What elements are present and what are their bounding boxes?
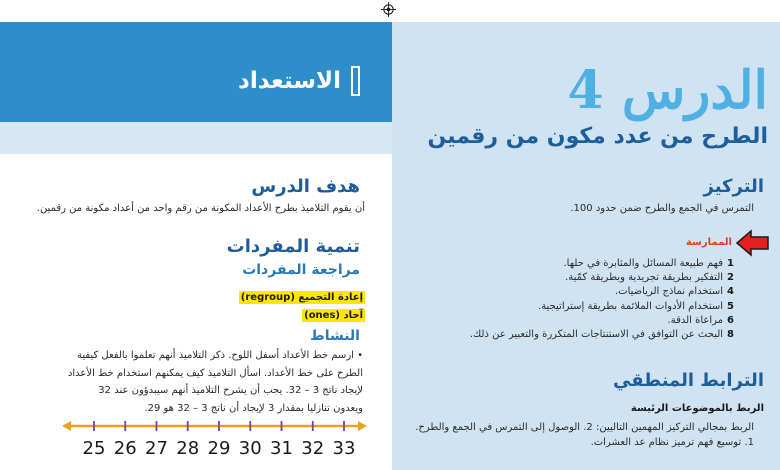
list-item bbox=[404, 257, 734, 271]
activity-text: • ارسم خط الأعداد أسفل اللوح. ذكر التلاميذ أنهم تعلموا بالفعل كيفية الطرح على خط الأعداد. اسأل التلاميذ كيف يمكنهم استخدام خط الأعداد لإيجاد ناتج 3 – 32. يجب أن يشرح التلاميذ أنهم سيبدؤون عند 32 ويعدون تنازليا بمقدار 3 لإيجاد أن ناتج 3 – 32 هو 29. bbox=[67, 350, 363, 414]
number-line-label: 33 bbox=[332, 438, 356, 459]
list-item-text: مراعاة الدقة. bbox=[667, 314, 724, 326]
lesson-title: الدرس 4 bbox=[567, 60, 768, 121]
list-item-number: 4 bbox=[727, 286, 734, 298]
list-item-number: 2 bbox=[727, 272, 734, 284]
list-item-number: 5 bbox=[727, 300, 734, 312]
number-line-label: 31 bbox=[270, 438, 293, 459]
number-line-left-arrow-icon bbox=[62, 421, 71, 431]
preparation-heading bbox=[60, 64, 360, 98]
list-item-text: التفكير بطريقة تجريدية وبطريقة كمّية. bbox=[565, 272, 724, 284]
activity-heading: النشاط bbox=[310, 328, 360, 344]
list-item-number: 8 bbox=[727, 329, 734, 341]
preparation-title: الاستعداد bbox=[238, 68, 341, 94]
registration-mark-icon bbox=[381, 2, 396, 17]
number-line-label: 25 bbox=[82, 438, 106, 459]
focus-text: التمرس في الجمع والطرح ضمن حدود 100. bbox=[570, 203, 754, 214]
vocab-term-ones bbox=[302, 303, 365, 322]
list-item-number: 6 bbox=[727, 314, 734, 326]
list-item-text: البحث عن التوافق في الاستنتاجات المتكررة والتعبير عن ذلك. bbox=[469, 329, 724, 341]
number-line-label: 27 bbox=[145, 438, 168, 459]
header-banner-strip bbox=[0, 122, 392, 154]
number-line-label: 26 bbox=[113, 438, 137, 459]
list-item bbox=[404, 271, 734, 285]
link-sub-heading: الربط بالموضوعات الرئيسة bbox=[630, 403, 764, 414]
number-line-label: 28 bbox=[176, 438, 200, 459]
list-item bbox=[404, 328, 734, 342]
lesson-subtitle: الطرح من عدد مكون من رقمين bbox=[427, 124, 768, 149]
list-item-number: 1 bbox=[727, 258, 734, 269]
arrow-pointer-icon bbox=[736, 229, 770, 257]
vocab-review-heading: مراجعة المفردات bbox=[242, 262, 360, 278]
list-item bbox=[404, 314, 734, 328]
number-line-right-arrow-icon bbox=[358, 421, 367, 431]
list-item-text: استخدام الأدوات الملائمة بطريقة إستراتيجية. bbox=[538, 300, 724, 312]
practice-list bbox=[404, 257, 734, 342]
list-item bbox=[404, 300, 734, 314]
number-line-label: 29 bbox=[207, 438, 231, 459]
goal-heading: هدف الدرس bbox=[251, 176, 360, 197]
vocab-term-label: آحاد (ones) bbox=[304, 310, 363, 321]
focus-heading: التركيز bbox=[703, 176, 764, 197]
vocab-term-regroup bbox=[239, 285, 365, 304]
heading-bar-icon bbox=[351, 66, 360, 96]
practice-label: الممارسة bbox=[685, 237, 732, 248]
number-line-label: 32 bbox=[301, 438, 325, 459]
link-text: الربط بمجالي التركيز المهمين التاليين: 2. الوصول إلى التمرس في الجمع والطرح. 1. توسيع فهم ترميز نظام عد العشرات. bbox=[415, 422, 754, 448]
number-line bbox=[62, 412, 367, 470]
number-line-label: 30 bbox=[238, 438, 262, 459]
goal-text: أن يقوم التلاميذ بطرح الأعداد المكونة من رقم واحد من أعداد مكونة من رقمين. bbox=[36, 203, 365, 214]
list-item-text: فهم طبيعة المسائل والمثابرة في حلها. bbox=[563, 258, 724, 269]
list-item-text: استخدام نماذج الرياضيات. bbox=[614, 286, 724, 298]
vocab-heading: تنمية المفردات bbox=[226, 236, 360, 257]
list-item bbox=[404, 285, 734, 299]
vocab-term-label: إعادة التجميع (regroup) bbox=[240, 292, 363, 303]
link-heading: الترابط المنطقي bbox=[613, 370, 764, 391]
